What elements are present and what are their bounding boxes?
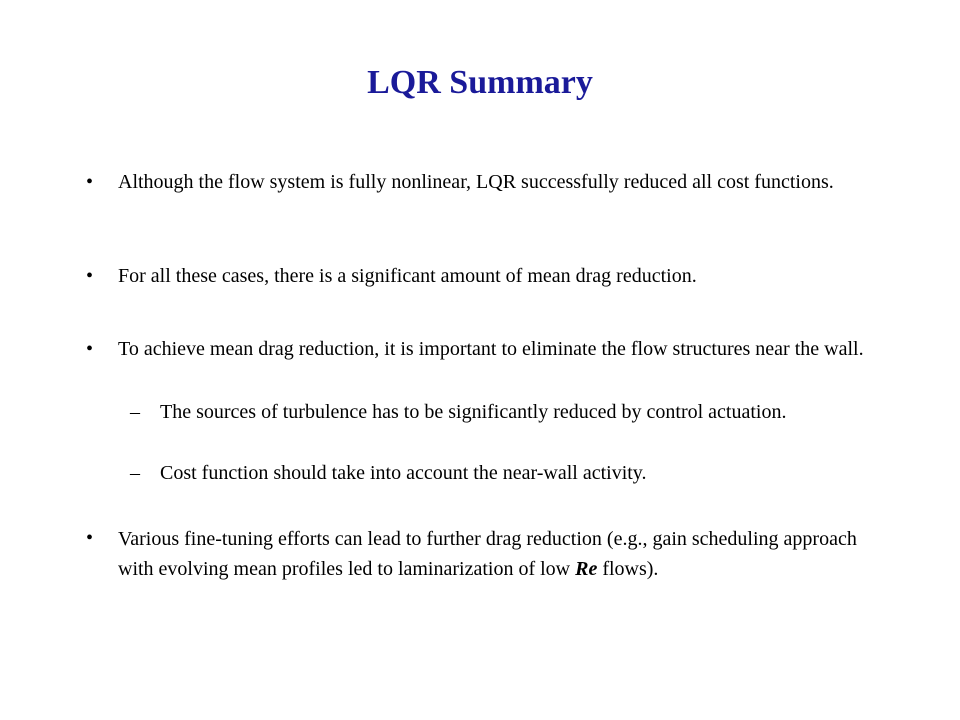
sub-bullet-item	[130, 459, 890, 488]
bullet-marker: •	[86, 171, 94, 193]
bullet-marker: •	[86, 527, 94, 549]
bullet-item	[86, 262, 886, 291]
dash-marker: –	[130, 401, 140, 423]
sub-bullet-text: The sources of turbulence has to be significantly reduced by control actuation.	[160, 401, 787, 423]
bullet-text-after: flows).	[597, 558, 659, 580]
bullet-marker: •	[86, 338, 94, 360]
reynolds-symbol: Re	[575, 558, 598, 580]
bullet-marker: •	[86, 265, 94, 287]
sub-bullet-item	[130, 398, 890, 427]
dash-marker: –	[130, 462, 140, 484]
bullet-text: For all these cases, there is a significant amount of mean drag reduction.	[118, 265, 697, 287]
slide-title: LQR Summary	[367, 64, 593, 101]
bullet-item	[86, 335, 886, 364]
sub-bullet-text: Cost function should take into account the near-wall activity.	[160, 462, 647, 484]
bullet-text: Although the flow system is fully nonlinear, LQR successfully reduced all cost functions.	[118, 171, 834, 193]
bullet-text-before: Various fine-tuning efforts can lead to further drag reduction (e.g., gain scheduling approach with evolving mean profiles led to laminarization of low	[118, 528, 857, 580]
bullet-text: To achieve mean drag reduction, it is important to eliminate the flow structures near the wall.	[118, 338, 864, 360]
bullet-item	[86, 524, 886, 584]
bullet-item	[86, 168, 886, 197]
bullet-text	[118, 524, 886, 584]
